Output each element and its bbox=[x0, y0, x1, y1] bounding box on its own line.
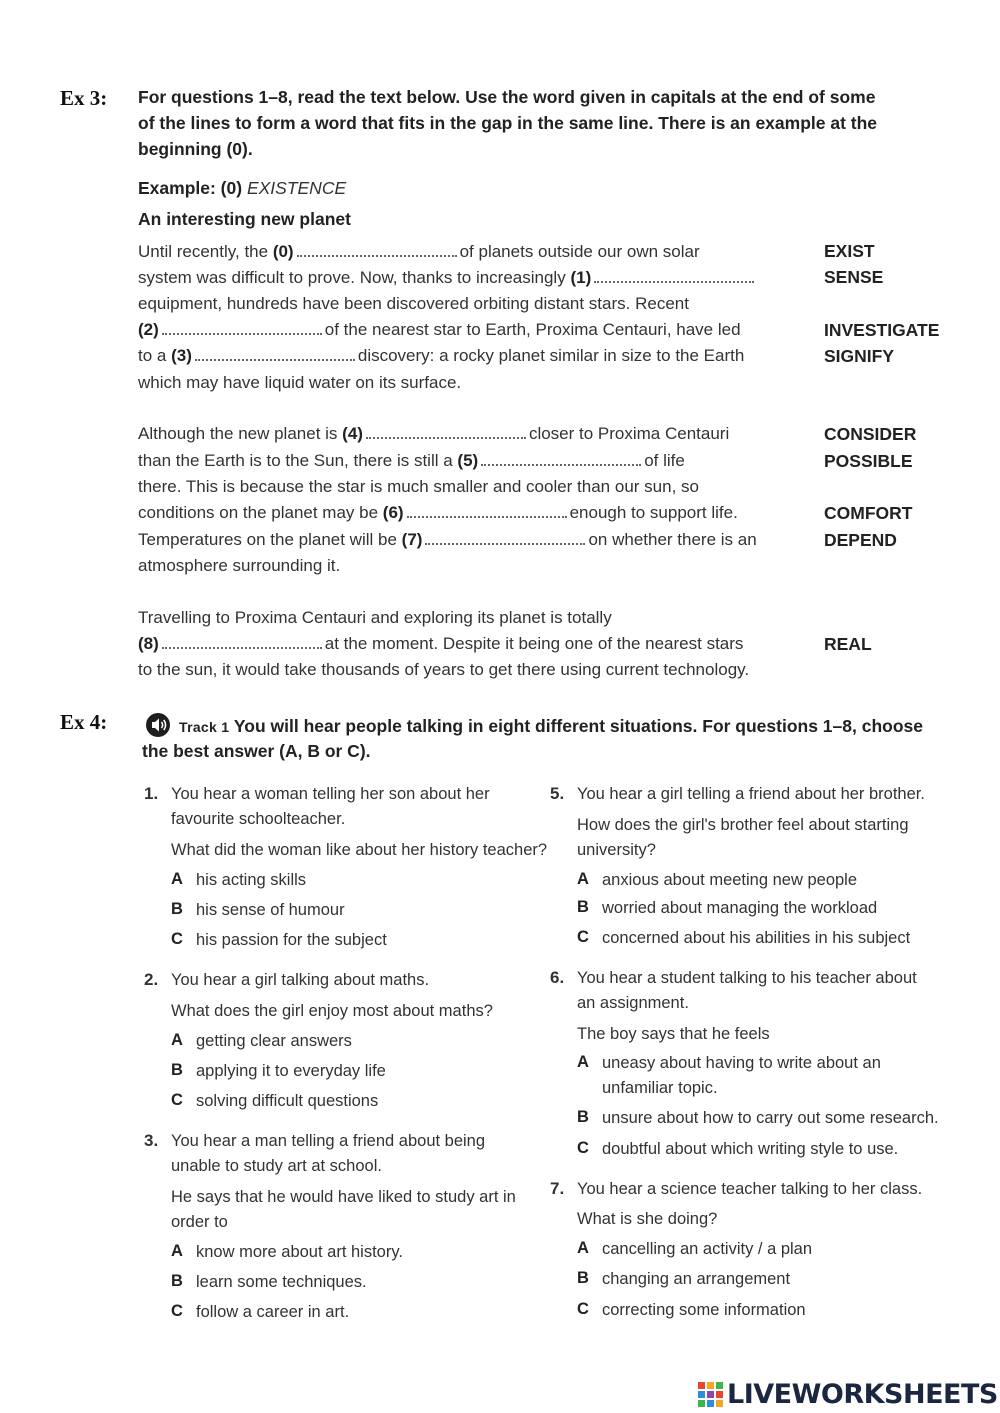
ex4-instruction-line-2: the best answer (A, B or C). bbox=[142, 741, 371, 761]
gap-number: (1) bbox=[570, 268, 592, 287]
gap-number: (8) bbox=[138, 634, 159, 653]
question-prompt: What did the woman like about her history teacher? bbox=[171, 841, 548, 859]
gap-number: (0) bbox=[272, 242, 294, 261]
option-text[interactable]: anxious about meeting new people bbox=[602, 871, 858, 889]
option-text[interactable]: learn some techniques. bbox=[196, 1273, 367, 1291]
option-letter: A bbox=[577, 870, 589, 888]
text-line: system was difficult to prove. Now, thanks to increasingly (1) bbox=[138, 268, 757, 288]
text-line: than the Earth is to the Sun, there is still a (5) of life bbox=[138, 451, 685, 470]
option-letter: A bbox=[171, 870, 183, 888]
keyword-depend: DEPEND bbox=[824, 530, 897, 550]
option-text[interactable]: his passion for the subject bbox=[196, 931, 387, 949]
question-prompt: What is she doing? bbox=[577, 1210, 718, 1228]
question-number: 6. bbox=[550, 968, 565, 987]
option-text[interactable]: applying it to everyday life bbox=[196, 1062, 386, 1080]
gap-number: (4) bbox=[342, 424, 363, 443]
gap-number: (7) bbox=[401, 530, 423, 549]
question-number: 7. bbox=[550, 1179, 565, 1198]
option-letter: B bbox=[577, 1269, 589, 1287]
option-letter: B bbox=[577, 1108, 589, 1126]
ex4-label: Ex 4: bbox=[60, 710, 108, 734]
option-text[interactable]: follow a career in art. bbox=[196, 1303, 350, 1321]
option-letter: B bbox=[171, 1061, 183, 1079]
option-letter: C bbox=[171, 1302, 183, 1320]
gap-2[interactable] bbox=[162, 321, 322, 335]
ex3-instruction-line-3: beginning (0). bbox=[138, 139, 253, 159]
example-label: Example: (0) bbox=[138, 178, 243, 198]
ex4-instruction-line-1: Track 1 You will hear people talking in eight different situations. For questions 1–8, choose bbox=[179, 716, 924, 736]
keyword-real: REAL bbox=[824, 634, 872, 654]
liveworksheets-logo[interactable] bbox=[697, 1378, 998, 1410]
example-answer: EXISTENCE bbox=[246, 178, 347, 198]
option-text[interactable]: unsure about how to carry out some research. bbox=[602, 1109, 939, 1127]
text-line: atmosphere surrounding it. bbox=[138, 556, 341, 575]
keyword-possible: POSSIBLE bbox=[824, 451, 913, 471]
option-text[interactable]: his sense of humour bbox=[196, 901, 345, 919]
text-line: Although the new planet is (4) closer to Proxima Centauri bbox=[138, 424, 730, 443]
question-prompt: He says that he would have liked to study art in order to bbox=[171, 1188, 516, 1231]
question-number: 5. bbox=[550, 784, 565, 803]
option-text[interactable]: know more about art history. bbox=[196, 1243, 403, 1261]
option-text[interactable]: getting clear answers bbox=[196, 1032, 352, 1050]
question-number: 3. bbox=[144, 1131, 159, 1150]
text-line: conditions on the planet may be (6) enough to support life. bbox=[138, 503, 738, 522]
question-number: 2. bbox=[144, 970, 159, 989]
option-letter: C bbox=[577, 928, 589, 946]
option-text[interactable]: concerned about his abilities in his subject bbox=[602, 929, 911, 947]
text-line: Travelling to Proxima Centauri and exploring its planet is totally bbox=[138, 608, 612, 627]
option-letter: A bbox=[577, 1239, 589, 1257]
logo-icon bbox=[697, 1380, 725, 1408]
keyword-comfort: COMFORT bbox=[824, 503, 913, 523]
gap-number: (3) bbox=[171, 346, 192, 365]
option-text[interactable]: cancelling an activity / a plan bbox=[602, 1240, 813, 1258]
text-line: Temperatures on the planet will be (7) on whether there is an bbox=[138, 530, 757, 549]
question-prompt: The boy says that he feels bbox=[577, 1025, 770, 1043]
text-line: there. This is because the star is much smaller and cooler than our sun, so bbox=[138, 477, 699, 496]
keyword-exist: EXIST bbox=[824, 241, 875, 261]
option-text[interactable]: correcting some information bbox=[602, 1301, 806, 1319]
logo-text: LIVEWORKSHEETS bbox=[727, 1378, 998, 1410]
option-text[interactable]: uneasy about having to write about an unfamiliar topic. bbox=[602, 1054, 881, 1097]
gap-number: (5) bbox=[457, 451, 479, 470]
question-situation: You hear a woman telling her son about her favourite schoolteacher. bbox=[171, 785, 490, 828]
gap-7[interactable] bbox=[425, 531, 585, 545]
option-text[interactable]: worried about managing the workload bbox=[602, 899, 878, 917]
option-letter: A bbox=[171, 1242, 183, 1260]
option-text[interactable]: doubtful about which writing style to use. bbox=[602, 1140, 899, 1158]
question-situation: You hear a science teacher talking to her class. bbox=[577, 1180, 923, 1198]
text-title: An interesting new planet bbox=[138, 209, 351, 229]
option-letter: C bbox=[171, 1091, 183, 1109]
question-situation: You hear a man telling a friend about being unable to study art at school. bbox=[171, 1132, 486, 1175]
option-letter: C bbox=[171, 930, 183, 948]
gap-5[interactable] bbox=[481, 452, 641, 466]
option-letter: B bbox=[171, 900, 183, 918]
text-line: (2) of the nearest star to Earth, Proxima Centauri, have led bbox=[138, 320, 741, 339]
gap-number: (6) bbox=[382, 503, 404, 522]
option-text[interactable]: his acting skills bbox=[196, 871, 307, 889]
track-label: Track 1 bbox=[179, 719, 230, 735]
text-line: Until recently, the (0) of planets outside our own solar bbox=[138, 242, 700, 261]
gap-6[interactable] bbox=[407, 504, 567, 518]
keyword-investigate: INVESTIGATE bbox=[824, 320, 940, 340]
option-letter: B bbox=[577, 898, 589, 916]
text-line: equipment, hundreds have been discovered orbiting distant stars. Recent bbox=[138, 294, 689, 313]
ex3-instruction-line-1: For questions 1–8, read the text below. Use the word given in capitals at the end of some bbox=[138, 87, 876, 107]
keyword-consider: CONSIDER bbox=[824, 424, 917, 444]
gap-1[interactable] bbox=[594, 269, 754, 283]
option-letter: A bbox=[577, 1053, 589, 1071]
ex3-example bbox=[138, 178, 346, 199]
text-line: which may have liquid water on its surface. bbox=[138, 373, 462, 392]
ex3-label: Ex 3: bbox=[60, 86, 108, 110]
option-text[interactable]: changing an arrangement bbox=[602, 1270, 791, 1288]
gap-4[interactable] bbox=[366, 425, 526, 439]
gap-number: (2) bbox=[138, 320, 159, 339]
keyword-sense: SENSE bbox=[824, 267, 884, 287]
option-letter: A bbox=[171, 1031, 183, 1049]
text-line: to the sun, it would take thousands of years to get there using current technology. bbox=[138, 660, 750, 679]
gap-8[interactable] bbox=[162, 635, 322, 649]
question-prompt: What does the girl enjoy most about maths? bbox=[171, 1002, 493, 1020]
option-text[interactable]: solving difficult questions bbox=[196, 1092, 379, 1110]
ex3-instruction-line-2: of the lines to form a word that fits in the gap in the same line. There is an example at the bbox=[138, 113, 878, 133]
option-letter: C bbox=[577, 1139, 589, 1157]
question-situation: You hear a girl telling a friend about her brother. bbox=[577, 785, 925, 803]
question-prompt: How does the girl's brother feel about starting university? bbox=[577, 816, 909, 859]
question-situation: You hear a student talking to his teacher about an assignment. bbox=[577, 969, 917, 1012]
speaker-icon[interactable] bbox=[145, 712, 173, 738]
text-line: (8) at the moment. Despite it being one of the nearest stars bbox=[138, 634, 744, 653]
gap-3[interactable] bbox=[195, 347, 355, 361]
option-letter: C bbox=[577, 1300, 589, 1318]
question-number: 1. bbox=[144, 784, 159, 803]
gap-0 bbox=[297, 243, 457, 257]
keyword-signify: SIGNIFY bbox=[824, 346, 895, 366]
option-letter: B bbox=[171, 1272, 183, 1290]
text-line: to a (3) discovery: a rocky planet similar in size to the Earth bbox=[138, 346, 745, 365]
question-situation: You hear a girl talking about maths. bbox=[171, 971, 430, 989]
